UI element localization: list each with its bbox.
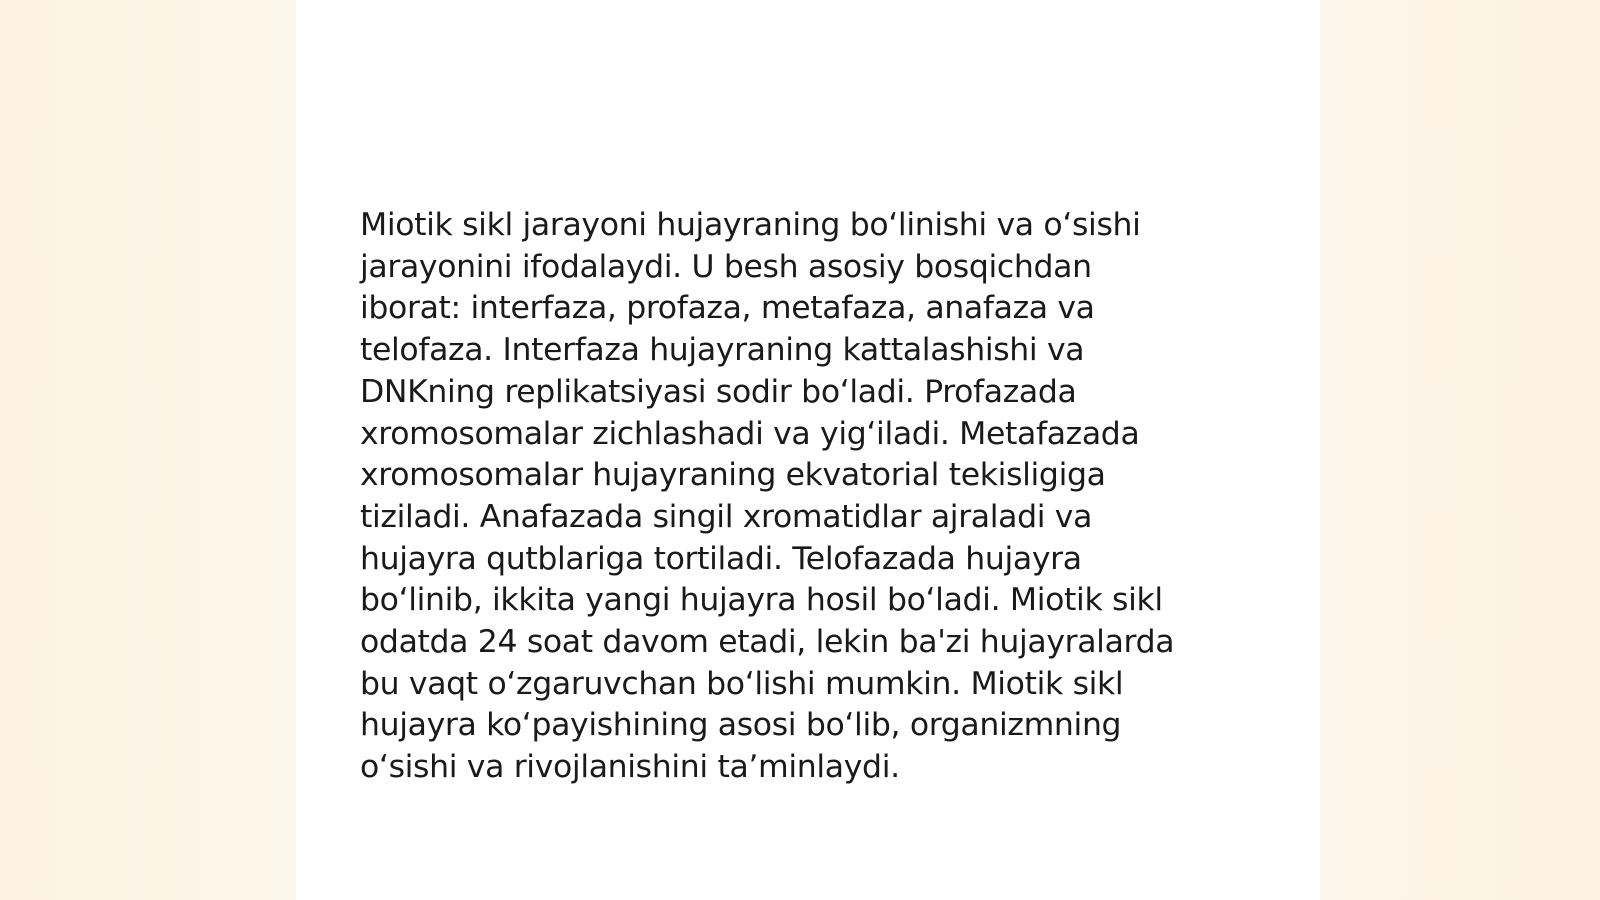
body-paragraph: Miotik sikl jarayoni hujayraning boʻlinishi va oʻsishi jarayonini ifodalaydi. U besh asosiy bosqichdan iborat: interfaza, profaza, metafaza, anafaza va telofaza. Interfaza hujayraning kattalashishi va DNKning replikatsiyasi sodir boʻladi. Profazada xromosomalar zichlashadi va yigʻiladi. Metafazada xromosomalar hujayraning ekvatorial tekisligiga tiziladi. Anafazada singil xromatidlar ajraladi va hujayra qutblariga tortiladi. Telofazada hujayra boʻlinib, ikkita yangi hujayra hosil boʻladi. Miotik sikl odatda 24 soat davom etadi, lekin ba'zi hujayralarda bu vaqt oʻzgaruvchan boʻlishi mumkin. Miotik sikl hujayra koʻpayishining asosi boʻlib, organizmning oʻsishi va rivojlanishini taʼminlaydi. — [360, 207, 1175, 786]
left-margin-background — [0, 0, 296, 900]
right-margin-background — [1320, 0, 1600, 900]
slide-page — [296, 0, 1320, 900]
